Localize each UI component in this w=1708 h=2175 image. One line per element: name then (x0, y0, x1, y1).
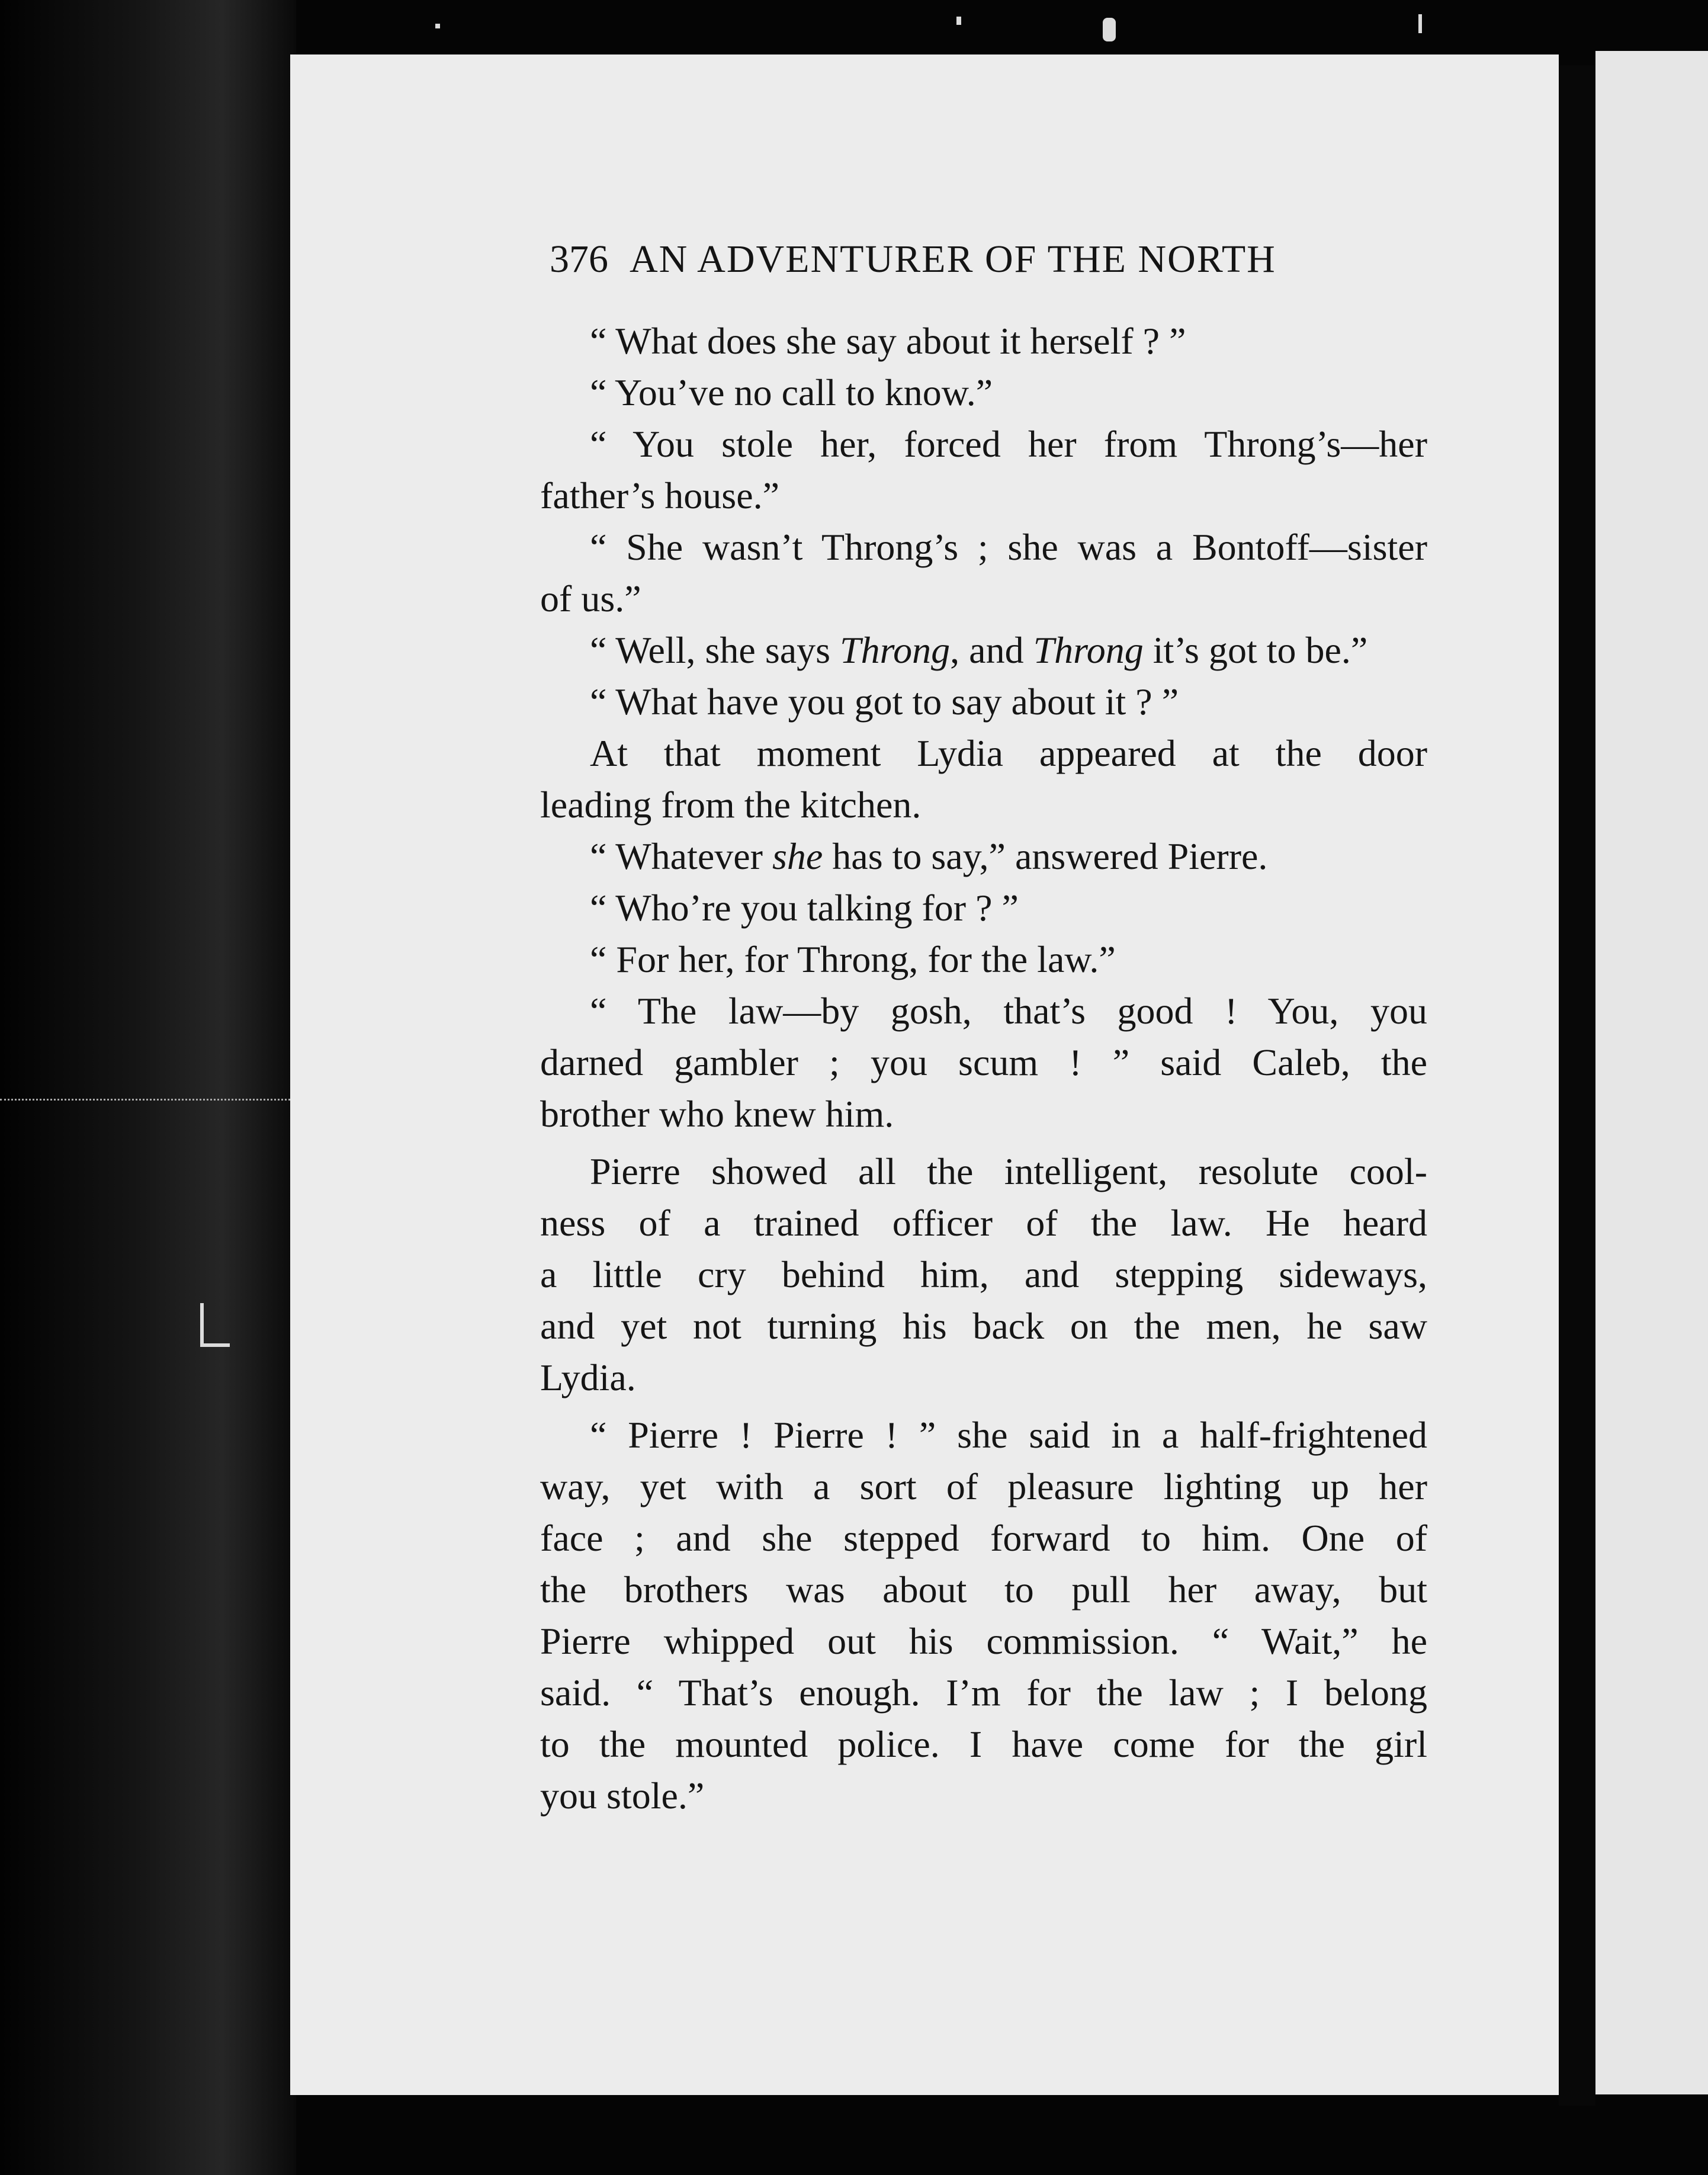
text-run: has to say,” answered Pierre. (823, 835, 1268, 877)
text-line: and yet not turning his back on the men, he saw (540, 1305, 1427, 1347)
dust-speck (1103, 18, 1116, 41)
text-line: “ What does she say about it herself ? ” (590, 320, 1186, 362)
page-number: 376 (550, 238, 608, 281)
text-line: “ What have you got to say about it ? ” (590, 681, 1179, 723)
text-run: “ Whatever (590, 835, 772, 877)
text-line: father’s house.” (540, 474, 779, 517)
text-line: “ She wasn’t Throng’s ; she was a Bontoff—sister (590, 526, 1427, 568)
text-run: , and (950, 629, 1033, 671)
text-line: Pierre showed all the intelligent, resolute cool- (590, 1150, 1427, 1192)
text-line: you stole.” (540, 1775, 705, 1817)
dust-speck (435, 24, 440, 28)
running-title: AN ADVENTURER OF THE NORTH (630, 238, 1276, 281)
text-line: brother who knew him. (540, 1093, 894, 1135)
text-line: “ Who’re you talking for ? ” (590, 887, 1019, 929)
text-line: “ For her, for Throng, for the law.” (590, 938, 1116, 980)
running-head (550, 236, 1349, 283)
text-line: the brothers was about to pull her away, but (540, 1568, 1427, 1611)
dust-speck (200, 1343, 230, 1347)
dust-speck (1418, 14, 1422, 33)
text-line: Pierre whipped out his commission. “ Wait,” he (540, 1620, 1427, 1662)
text-run: it’s got to be.” (1143, 629, 1368, 671)
text-line: said. “ That’s enough. I’m for the law ; I belong (540, 1672, 1427, 1714)
text-line (540, 830, 1427, 882)
text-line: ness of a trained officer of the law. He heard (540, 1202, 1427, 1244)
dust-speck (200, 1303, 204, 1345)
text-line: “ The law—by gosh, that’s good ! You, you (590, 990, 1427, 1032)
text-line: darned gambler ; you scum ! ” said Caleb, the (540, 1041, 1427, 1083)
text-line: to the mounted police. I have come for the girl (540, 1723, 1427, 1765)
text-line: of us.” (540, 578, 641, 620)
text-line: “ You stole her, forced her from Throng’s—her (590, 423, 1427, 465)
text-line: way, yet with a sort of pleasure lighting up her (540, 1465, 1427, 1507)
text-line: “ Pierre ! Pierre ! ” she said in a half-frightened (590, 1414, 1427, 1456)
italic-word: she (772, 835, 823, 877)
scan-artifact-line (0, 1099, 290, 1101)
facing-page-edge (1595, 51, 1708, 2094)
page-body-text (540, 315, 1427, 1821)
text-line: leading from the kitchen. (540, 784, 922, 826)
page-gutter (1559, 65, 1595, 2106)
dust-speck (956, 17, 961, 25)
text-line (540, 624, 1427, 676)
text-line: “ You’ve no call to know.” (590, 371, 993, 413)
text-line: a little cry behind him, and stepping sideways, (540, 1253, 1427, 1295)
text-line: Lydia. (540, 1356, 636, 1398)
italic-word: Throng (840, 629, 951, 671)
text-line: At that moment Lydia appeared at the door (590, 732, 1427, 774)
binding-shadow (0, 0, 296, 2175)
italic-word: Throng (1033, 629, 1144, 671)
text-run: “ Well, she says (590, 629, 840, 671)
text-line: face ; and she stepped forward to him. One of (540, 1517, 1427, 1559)
